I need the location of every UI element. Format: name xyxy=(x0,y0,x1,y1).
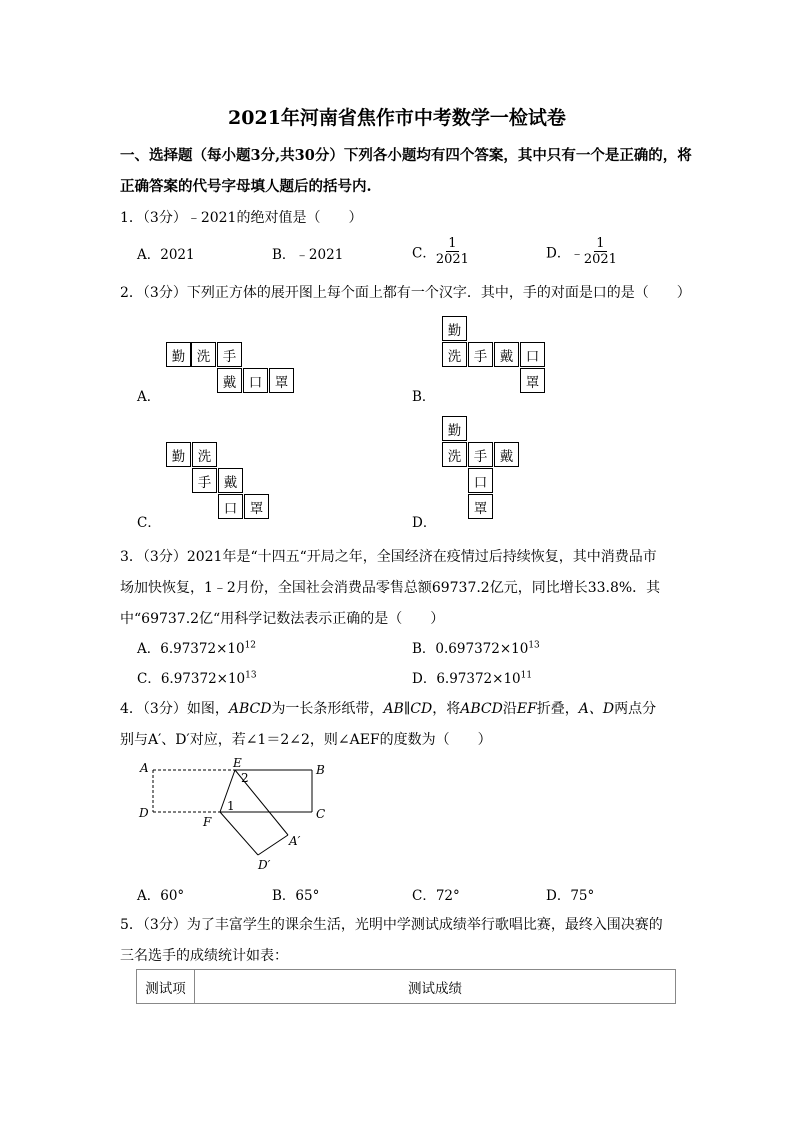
option-text: A．6.97372×10 xyxy=(137,641,245,657)
q1-option-c xyxy=(412,236,469,267)
net-cell: 戴 xyxy=(218,468,243,493)
math-var: ABCD xyxy=(460,701,503,717)
net-cell: 口 xyxy=(520,342,545,367)
q1-option-c-fraction xyxy=(436,236,469,267)
q3-option-b xyxy=(412,637,540,657)
net-cell: 口 xyxy=(218,494,243,519)
fig-edge-a2d2 xyxy=(258,835,288,855)
text-run: 折叠， xyxy=(536,701,579,717)
q1-option-d-fraction xyxy=(584,236,617,267)
table-header-item: 测试项 xyxy=(137,970,195,1004)
net-cell: 勤 xyxy=(442,416,467,441)
fig-label-d: D xyxy=(139,806,149,820)
q2-option-d-label: D． xyxy=(412,515,437,531)
fraction-denominator: 2021 xyxy=(435,252,469,267)
net-cell: 口 xyxy=(468,468,493,493)
exponent: 12 xyxy=(244,640,257,651)
fig-label-a: A xyxy=(140,761,149,775)
q4-figure xyxy=(130,755,330,875)
option-text: D．6.97372×10 xyxy=(412,671,521,687)
net-cell: 手 xyxy=(468,442,493,467)
net-cell: 手 xyxy=(468,342,493,367)
fraction-numerator: 1 xyxy=(448,236,457,251)
q4-option-d: D．75° xyxy=(546,888,595,904)
q2-option-a-label: A． xyxy=(137,389,161,405)
question-4-line2: 别与A′、D′对应，若∠1＝2∠2，则∠AEF的度数为（ ） xyxy=(120,732,492,748)
option-text: B．0.697372×10 xyxy=(412,641,529,657)
text-run: 为一长条形纸带， xyxy=(271,701,384,717)
fig-label-b: B xyxy=(316,763,325,777)
math-expr: AB∥CD xyxy=(383,701,433,717)
math-var: A、D xyxy=(578,701,615,717)
q3-option-d xyxy=(412,667,532,687)
q1-option-a: A．2021 xyxy=(137,247,195,263)
fig-angle-2: 2 xyxy=(241,771,249,785)
fig-label-d-prime: D′ xyxy=(258,858,271,872)
net-cell: 洗 xyxy=(191,342,216,367)
net-cell: 罩 xyxy=(468,494,493,519)
net-cell: 戴 xyxy=(217,368,242,393)
q3-option-a xyxy=(137,637,256,657)
net-cell: 口 xyxy=(243,368,268,393)
fig-edge-fd2 xyxy=(220,812,258,855)
q4-option-c: C．72° xyxy=(412,888,460,904)
net-cell: 手 xyxy=(217,342,242,367)
text-run: 4．（3分）如图， xyxy=(120,701,229,717)
minus-sign: ﹣ xyxy=(570,245,584,262)
table-header-score: 测试成绩 xyxy=(195,970,676,1004)
question-2-stem: 2．（3分）下列正方体的展开图上每个面上都有一个汉字．其中，手的对面是口的是（ ） xyxy=(120,285,691,301)
q2-option-b-label: B． xyxy=(412,389,436,405)
q1-option-c-label: C． xyxy=(412,245,436,262)
math-var: ABCD xyxy=(228,701,272,717)
exponent: 11 xyxy=(520,670,533,681)
option-text: C．6.97372×10 xyxy=(137,671,246,687)
question-3-line3: 中“69737.2亿“用科学记数法表示正确的是（ ） xyxy=(120,611,445,627)
net-cell: 洗 xyxy=(442,342,467,367)
math-var: EF xyxy=(516,701,537,717)
q4-option-b: B．65° xyxy=(272,888,320,904)
exponent: 13 xyxy=(528,640,540,651)
fraction-denominator: 2021 xyxy=(583,252,617,267)
table-row xyxy=(137,970,676,1004)
exponent: 13 xyxy=(245,670,257,681)
fig-label-f: F xyxy=(203,815,212,829)
net-cell: 洗 xyxy=(442,442,467,467)
net-cell: 勤 xyxy=(166,342,191,367)
net-cell: 罩 xyxy=(269,368,294,393)
q2-option-c-label: C． xyxy=(137,515,161,531)
q5-score-table xyxy=(136,969,676,1004)
net-cell: 戴 xyxy=(494,342,519,367)
section-heading-line2: 正确答案的代号字母填人题后的括号内. xyxy=(120,178,372,195)
question-4-line1 xyxy=(120,698,656,718)
net-cell: 罩 xyxy=(244,494,269,519)
q3-option-c xyxy=(137,667,257,687)
question-3-line1: 3．（3分）2021年是“十四五“开局之年，全国经济在疫情过后持续恢复，其中消费品市 xyxy=(120,549,657,565)
text-run: 沿 xyxy=(502,701,517,717)
question-5-line2: 三名选手的成绩统计如表： xyxy=(120,948,288,964)
q1-option-d-label: D． xyxy=(546,245,571,262)
fig-label-e: E xyxy=(233,756,242,770)
question-1-stem: 1．（3分）﹣2021的绝对值是（ ） xyxy=(120,210,363,226)
net-cell: 手 xyxy=(192,468,217,493)
fraction-numerator: 1 xyxy=(596,236,605,251)
text-run: ，将 xyxy=(432,701,461,717)
net-cell: 罩 xyxy=(520,368,545,393)
net-cell: 戴 xyxy=(494,442,519,467)
section-heading-line1: 一、选择题（每小题3分,共30分）下列各小题均有四个答案，其中只有一个是正确的，将 xyxy=(120,147,692,164)
question-5-line1: 5．（3分）为了丰富学生的课余生活，光明中学测试成绩举行歌唱比赛，最终入围决赛的 xyxy=(120,917,663,933)
fig-label-a-prime: A′ xyxy=(289,834,301,848)
text-run: 两点分 xyxy=(614,701,657,717)
fig-angle-1: 1 xyxy=(227,799,235,813)
q1-option-b: B．﹣2021 xyxy=(272,247,344,263)
net-cell: 勤 xyxy=(442,316,467,341)
fig-label-c: C xyxy=(316,807,326,821)
net-cell: 勤 xyxy=(166,442,191,467)
q4-option-a: A．60° xyxy=(137,888,185,904)
page-title: 2021年河南省焦作市中考数学一检试卷 xyxy=(228,107,566,129)
question-3-line2: 场加快恢复，1﹣2月份，全国社会消费品零售总额69737.2亿元，同比增长33.8%．其 xyxy=(120,580,661,596)
q1-option-d xyxy=(546,236,617,267)
net-cell: 洗 xyxy=(192,442,217,467)
